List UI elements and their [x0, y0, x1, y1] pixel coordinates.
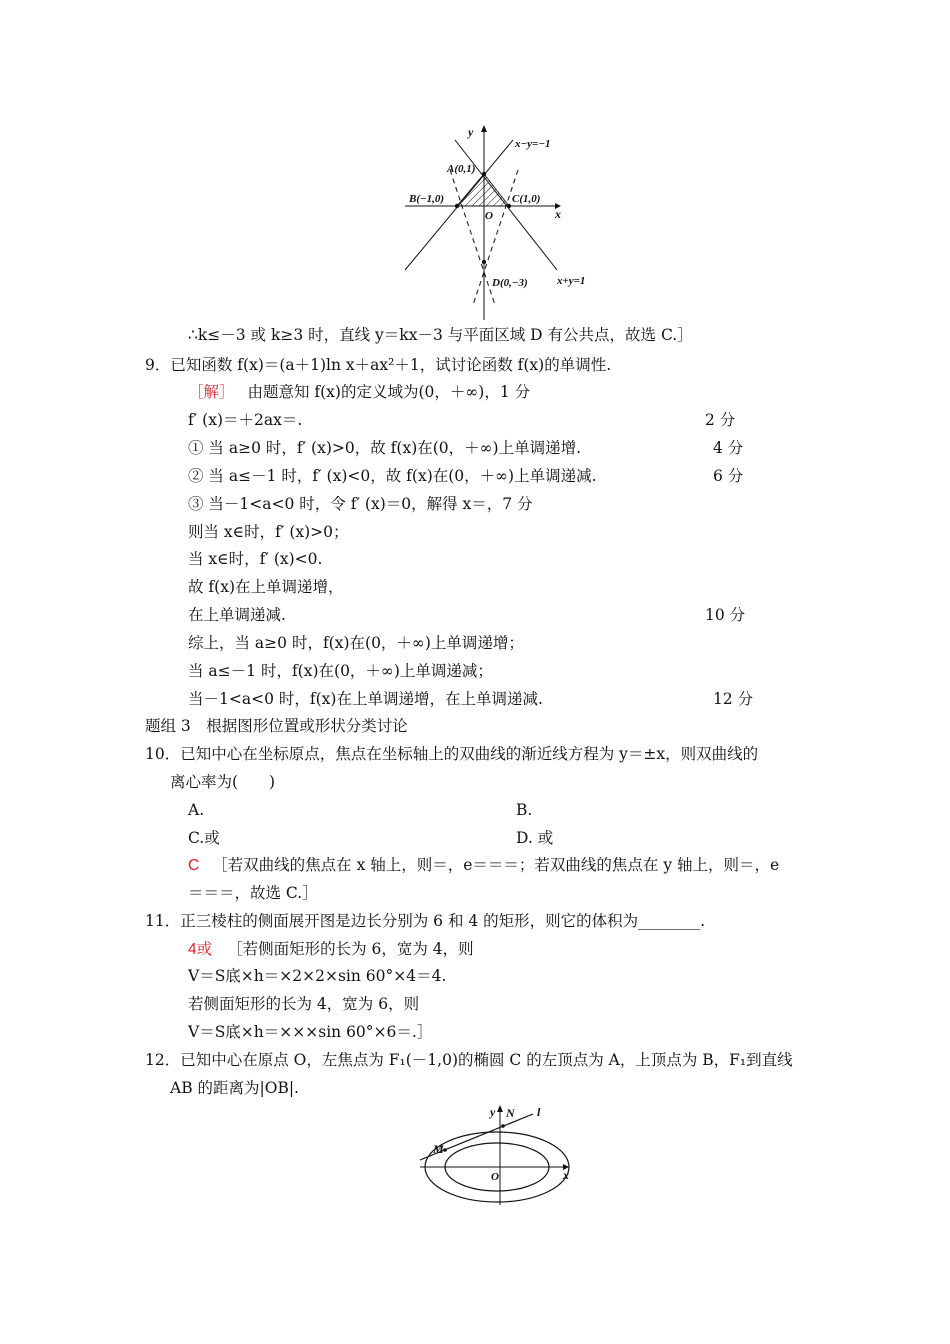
q11-answer: 4或 — [188, 941, 213, 958]
point-A-dot — [482, 172, 486, 176]
q9-line-3-score: 4 分 — [713, 439, 744, 457]
y-axis-2-label: y — [490, 1105, 496, 1119]
q10-explanation-2: ＝＝＝，故选 C.］ — [188, 884, 318, 902]
line2-label: x+y=1 — [557, 275, 586, 287]
y-axis-2-arrow — [497, 1105, 503, 1112]
point-N-dot — [501, 1124, 505, 1128]
q10-explanation-1 — [188, 855, 779, 876]
q12-stem-2: AB 的距离为|OB|. — [170, 1079, 299, 1097]
q11-explanation-1-text: ［若侧面矩形的长为 6，宽为 4，则 — [227, 940, 474, 958]
q9-line-4-score: 6 分 — [713, 467, 744, 485]
q9-stem: 9．已知函数 f(x)＝(a＋1)ln x＋ax²＋1，试讨论函数 f(x)的单调性. — [145, 356, 612, 374]
q11-stem: 11．正三棱柱的侧面展开图是边长分别为 6 和 4 的矩形，则它的体积为________. — [145, 912, 706, 930]
q10-stem-1: 10．已知中心在坐标原点，焦点在坐标轴上的双曲线的渐近线方程为 y＝±x，则双曲线的 — [145, 745, 759, 763]
x-axis-label: x — [555, 207, 561, 221]
y-axis-label: y — [468, 125, 474, 139]
line1-label: x−y=−1 — [515, 138, 551, 150]
line-l-label: l — [537, 1105, 541, 1119]
q9-line-10: 综上，当 a≥0 时，f(x)在(0，＋∞)上单调递增； — [188, 634, 524, 652]
q9-line-2: f′ (x)＝＋2ax＝. — [188, 411, 303, 429]
q9-line-9-score: 10 分 — [705, 606, 746, 624]
q9-line-11: 当 a≤－1 时，f(x)在(0，＋∞)上单调递减； — [188, 662, 493, 680]
x-axis-2-label: x — [563, 1168, 569, 1182]
q8-conclusion: ∴k≤－3 或 k≥3 时，直线 y＝kx－3 与平面区域 D 有公共点，故选 C.］ — [188, 326, 693, 344]
q12-stem-1: 12．已知中心在原点 O，左焦点为 F₁(－1,0)的椭圆 C 的左顶点为 A，上顶点为 B，F₁到直线 — [145, 1051, 793, 1069]
q11-explanation-2: V＝S底×h＝×2×2×sin 60°×4＝4. — [188, 967, 447, 985]
point-M-label: M — [433, 1142, 444, 1156]
group3-heading: 题组 3 根据图形位置或形状分类讨论 — [145, 717, 408, 735]
q10-answer: C — [188, 857, 200, 874]
q10-explanation-1-text: ［若双曲线的焦点在 x 轴上，则＝，e＝＝＝；若双曲线的焦点在 y 轴上，则＝，e — [212, 856, 780, 874]
q11-explanation-3: 若侧面矩形的长为 4，宽为 6，则 — [188, 995, 420, 1013]
q10-stem-2: 离心率为( ) — [170, 773, 276, 791]
q9-line-3: ① 当 a≥0 时，f′ (x)>0，故 f(x)在(0，＋∞)上单调递增. — [188, 439, 582, 457]
point-M-dot — [443, 1148, 447, 1152]
q11-explanation-4: V＝S底×h＝×××sin 60°×6＝.］ — [188, 1023, 433, 1041]
point-A-label: A(0,1) — [447, 163, 476, 175]
origin-label: O — [485, 210, 493, 222]
q9-line-12: 当－1<a<0 时，f(x)在上单调递增，在上单调递减. — [188, 690, 543, 708]
q9-line-1 — [188, 382, 530, 402]
q10-option-D: D. 或 — [516, 829, 554, 847]
q10-option-A: A. — [188, 801, 205, 819]
q9-line-6: 则当 x∈时，f′ (x)>0； — [188, 523, 349, 541]
q9-line-12-score: 12 分 — [713, 690, 754, 708]
q9-line-8: 故 f(x)在上单调递增， — [188, 578, 344, 596]
q9-line-9: 在上单调递减. — [188, 606, 286, 624]
point-C-label: C(1,0) — [512, 193, 541, 205]
y-axis-arrow — [481, 125, 487, 132]
point-B-label: B(−1,0) — [409, 193, 445, 205]
origin-2-label: O — [491, 1171, 499, 1183]
solution-tag: ［解］ — [188, 383, 235, 401]
q11-explanation-1 — [188, 939, 474, 960]
q10-option-B: B. — [516, 801, 533, 819]
q9-line-1-text: 由题意知 f(x)的定义域为(0，＋∞)，1 分 — [247, 383, 531, 401]
point-N-label: N — [506, 1106, 515, 1120]
point-B-dot — [455, 204, 459, 208]
ellipse-figure — [415, 1100, 590, 1210]
point-C-dot — [507, 204, 511, 208]
q9-line-4: ② 当 a≤－1 时，f′ (x)<0，故 f(x)在(0，＋∞)上单调递减. — [188, 467, 597, 485]
q10-option-C: C.或 — [188, 829, 220, 847]
point-D-label: D(0,−3) — [492, 277, 528, 289]
q9-line-5: ③ 当－1<a<0 时，令 f′ (x)＝0，解得 x＝，7 分 — [188, 495, 533, 513]
region-figure — [395, 120, 605, 325]
q9-line-7: 当 x∈时，f′ (x)<0. — [188, 550, 323, 568]
point-D-dot — [482, 260, 486, 264]
shaded-region — [457, 174, 509, 206]
q9-line-2-score: 2 分 — [705, 411, 736, 429]
